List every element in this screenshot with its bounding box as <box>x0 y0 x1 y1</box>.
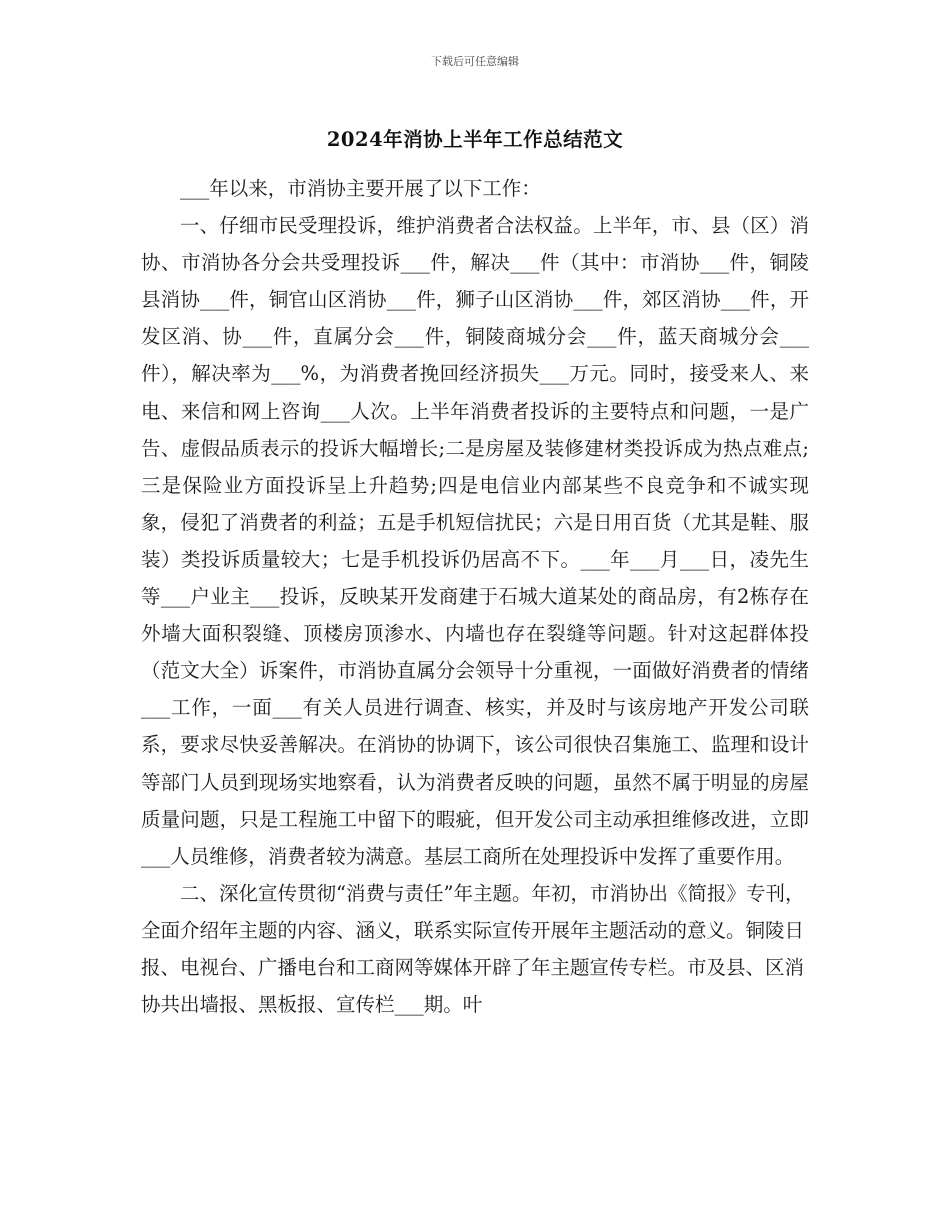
paragraph-section-two: 二、深化宣传贯彻“消费与责任”年主题。年初，市消协出《简报》专刊，全面介绍年主题的内容、涵义，联系实际宣传开展年主题活动的意义。铜陵日报、电视台、广播电台和工商网等媒体开辟了年主题宣传专栏。市及县、区消协共出墙报、黑板报、宣传栏___期。叶 <box>141 881 805 1017</box>
paragraph-section-one: 一、仔细市民受理投诉，维护消费者合法权益。上半年，市、县（区）消协、市消协各分会共受理投诉___件，解决___件（其中：市消协___件，铜陵县消协___件，铜官山区消协___件，狮子山区消协___件，郊区消协___件，开发区消、协___件，直属分会___件，铜陵商城分会___件，蓝天商城分会___件），解决率为___%，为消费者挽回经济损失___万元。同时，接受来人、来电、来信和网上咨询___人次。上半年消费者投诉的主要特点和问题，一是广告、虚假品质表示的投诉大幅增长;二是房屋及装修建材类投诉成为热点难点;三是保险业方面投诉呈上升趋势;四是电信业内部某些不良竞争和不诚实现象，侵犯了消费者的利益；五是手机短信扰民；六是日用百货（尤其是鞋、服装）类投诉质量较大；七是手机投诉仍居高不下。___年___月___日，凌先生等___户业主___投诉，反映某开发商建于石城大道某处的商品房，有2栋存在外墙大面积裂缝、顶楼房顶渗水、内墙也存在裂缝等问题。针对这起群体投（范文大全）诉案件，市消协直属分会领导十分重视，一面做好消费者的情绪___工作，一面___有关人员进行调查、核实，并及时与该房地产开发公司联系，要求尽快妥善解决。在消协的协调下，该公司很快召集施工、监理和设计等部门人员到现场实地察看，认为消费者反映的问题，虽然不属于明显的房屋质量问题，只是工程施工中留下的暇疵，但开发公司主动承担维修改进，立即___人员维修，消费者较为满意。基层工商所在处理投诉中发挥了重要作用。 <box>141 214 809 868</box>
paragraph-intro: ___年以来，市消协主要开展了以下工作： <box>180 177 541 200</box>
document-title: 2024年消协上半年工作总结范文 <box>326 128 624 151</box>
document-body <box>141 170 809 1023</box>
page-header-note: 下载后可任意编辑 <box>431 55 519 68</box>
